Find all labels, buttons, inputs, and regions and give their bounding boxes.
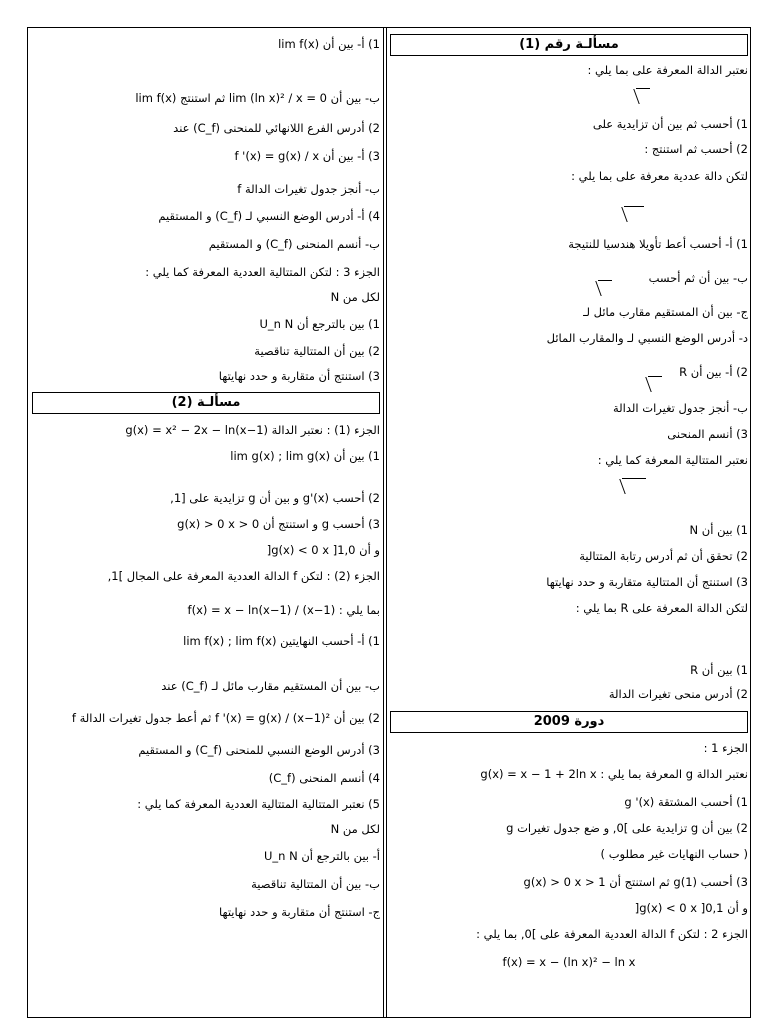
sqrt-symbol [622, 478, 646, 493]
text-line: 2) أ- بين أن R [679, 365, 748, 379]
text-line: بما يلي : f(x) = x − ln(x−1) / (x−1) [187, 603, 380, 617]
text-line: نعتبر المتتالية المعرفة كما يلي : [597, 453, 748, 467]
text-line: الجزء 1 : [703, 741, 748, 755]
left-column [32, 28, 380, 1017]
sqrt-symbol [648, 376, 662, 391]
text-line: أ- بين بالترجع أن U_n N [263, 849, 380, 863]
text-line: 1) بين أن lim g(x) ; lim g(x) [230, 449, 380, 463]
text-line: نعتبر الدالة المعرفة على بما يلي : [587, 63, 748, 77]
exam-2009-title: دورة 2009 [390, 711, 748, 733]
text-line: ب- أنجز جدول تغيرات الدالة [612, 401, 748, 415]
problem-1-title: مسألـة رقم (1) [390, 34, 748, 56]
text-line: 1) أحسب المشتقة g '(x) [624, 795, 748, 809]
right-column [390, 28, 748, 1017]
text-line: لكل من N [330, 822, 380, 836]
text-line: ب- بين أن ثم أحسب [648, 271, 748, 285]
text-line: الجزء 3 : لتكن المتتالية العددية المعرفة كما يلي : [145, 265, 380, 279]
text-line: 2) أحسب g'(x) و بين أن g تزايدية على [1, [170, 491, 380, 505]
text-line: 4) أنسم المنحنى (C_f) [268, 771, 380, 785]
column-divider [383, 28, 387, 1017]
text-line: 1) أ- أحسب أعط تأويلا هندسيا للنتيجة [568, 237, 748, 251]
text-line: 3) أدرس الوضع النسبي للمنحنى (C_f) و المستقيم [138, 743, 380, 757]
text-line: ب- أنسم المنحنى (C_f) و المستقيم [208, 237, 380, 251]
text-line: لتكن الدالة المعرفة على R بما يلي : [575, 601, 748, 615]
text-line: 3) أحسب g و استنتج أن g(x) > 0 x > 0 [177, 517, 380, 531]
text-line: 3) أنسم المنحنى [667, 427, 748, 441]
text-line: نعتبر الدالة g المعرفة بما يلي : g(x) = x − 1 + 2ln x [480, 767, 748, 781]
text-line: لكل من N [330, 290, 380, 304]
text-line: ج- بين أن المستقيم مقارب مائل لـ [583, 305, 748, 319]
text-line: ب- بين أن المتتالية تناقصية [251, 877, 380, 891]
exam-sheet [27, 27, 751, 1018]
text-line: ب- أنجز جدول تغيرات الدالة f [237, 182, 380, 196]
sqrt-symbol [624, 206, 644, 221]
text-line: 1) بين أن R [690, 663, 748, 677]
text-line: الجزء (1) : نعتبر الدالة g(x) = x² − 2x − ln(x−1) [125, 423, 380, 437]
text-line: 2) تحقق أن ثم أدرس رتابة المتتالية [579, 549, 748, 563]
text-line: 3) أحسب g(1) ثم استنتج أن g(x) > 0 x > 1 [523, 875, 748, 889]
text-line: د- أدرس الوضع النسبي لـ والمقارب المائل [546, 331, 748, 345]
text-line: ج- استنتج أن متقاربة و حدد نهايتها [219, 905, 380, 919]
text-line: 2) أحسب ثم استنتج : [644, 142, 748, 156]
text-line: و أن g(x) < 0 x ]1,0[ [266, 543, 380, 557]
text-line: ب- بين أن المستقيم مقارب مائل لـ (C_f) عند [161, 679, 380, 693]
text-line: 1) أحسب ثم بين أن تزايدية على [592, 117, 748, 131]
text-line: 2) أدرس منحى تغيرات الدالة [608, 687, 748, 701]
text-line: f(x) = x − (ln x)² − ln x [502, 955, 636, 969]
text-line: 3) استنتج أن المتتالية متقاربة و حدد نهايتها [546, 575, 748, 589]
text-line: ( حساب النهايات غير مطلوب ) [600, 847, 748, 861]
text-line: ب- بين أن 0 = lim (ln x)² / x ثم استنتج lim f(x) [135, 91, 380, 105]
text-line: الجزء (2) : لتكن f الدالة العددية المعرفة على المجال ]1, [107, 569, 380, 583]
text-line: 1) أ- بين أن lim f(x) [278, 37, 380, 51]
text-line: 2) بين أن g تزايدية على ]0, و ضع جدول تغيرات g [506, 821, 748, 835]
sqrt-symbol [598, 280, 612, 295]
text-line: 5) نعتبر المتتالية المتتالية العددية المعرفة كما يلي : [137, 797, 380, 811]
text-line: 1) أ- أحسب النهايتين lim f(x) ; lim f(x) [183, 634, 380, 648]
text-line: 1) بين أن N [689, 523, 748, 537]
text-line: الجزء 2 : لتكن f الدالة العددية المعرفة على ]0, بما يلي : [476, 927, 748, 941]
text-line: 2) أدرس الفرع اللانهائي للمنحنى (C_f) عند [173, 121, 380, 135]
text-line: و أن g(x) < 0 x ]0,1[ [634, 901, 748, 915]
text-line: 2) بين أن f '(x) = g(x) / (x−1)² ثم أعط جدول تغيرات الدالة f [71, 711, 380, 725]
text-line: 1) بين بالترجع أن U_n N [259, 317, 380, 331]
text-line: 3) أ- بين أن f '(x) = g(x) / x [234, 149, 380, 163]
text-line: 4) أ- أدرس الوضع النسبي لـ (C_f) و المستقيم [158, 209, 380, 223]
problem-2-title: مسألـة (2) [32, 392, 380, 414]
sqrt-symbol [636, 88, 650, 103]
text-line: 3) استنتج أن متقاربة و حدد نهايتها [218, 369, 380, 383]
text-line: لتكن دالة عددية معرفة على بما يلي : [571, 169, 748, 183]
text-line: 2) بين أن المتتالية تناقصية [254, 344, 380, 358]
